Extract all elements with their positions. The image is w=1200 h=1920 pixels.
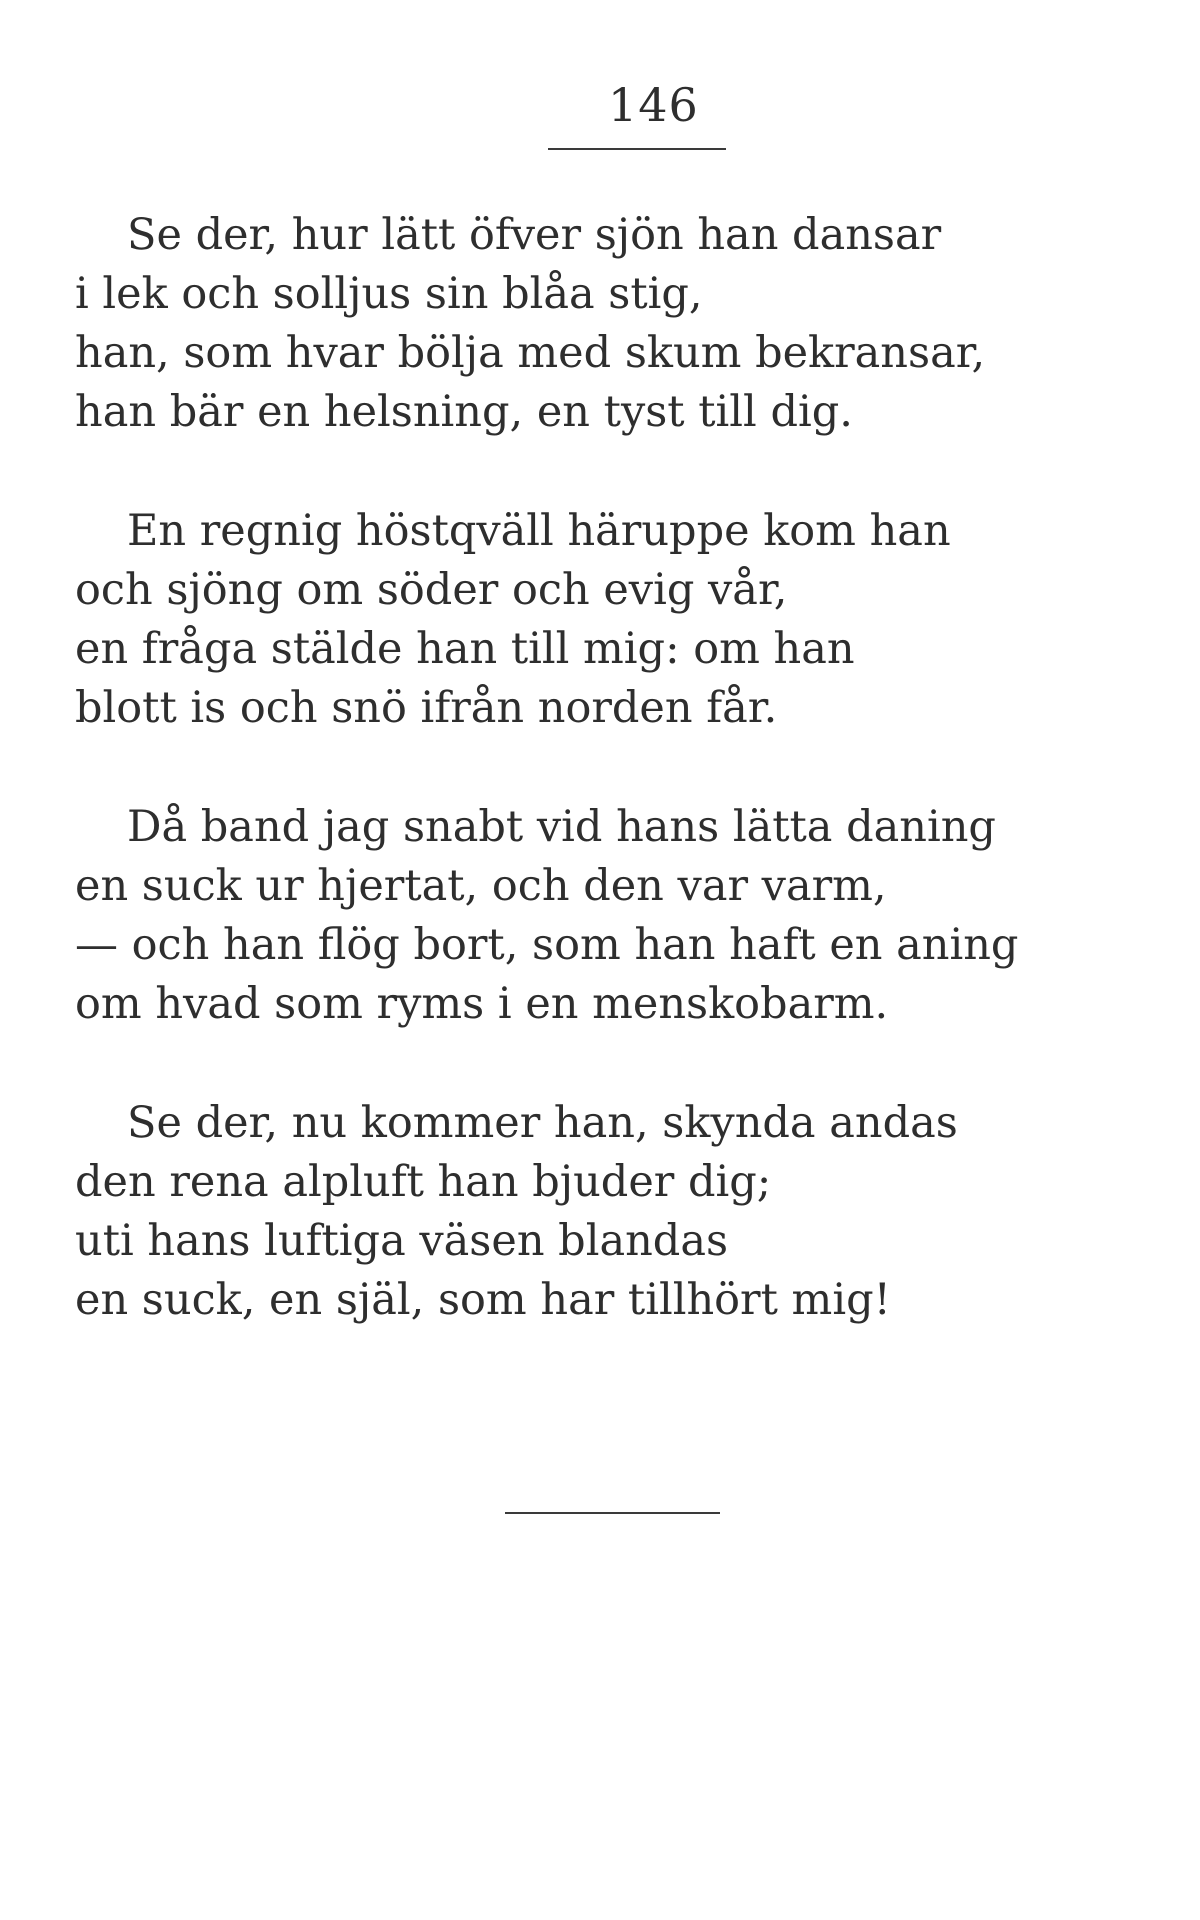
- stanza-4: [75, 1094, 1135, 1330]
- poem-line: uti hans luftiga väsen blandas: [75, 1216, 729, 1266]
- poem-line: om hvad som ryms i en menskobarm.: [75, 979, 889, 1029]
- poem-line: och sjöng om söder och evig vår,: [75, 565, 788, 615]
- poem-line: han, som hvar bölja med skum bekransar,: [75, 328, 986, 378]
- poem-line: Se der, nu kommer han, skynda andas: [127, 1098, 958, 1148]
- poem-line: Då band jag snabt vid hans lätta daning: [127, 802, 996, 852]
- header-rule: [548, 148, 726, 150]
- poem-line: han bär en helsning, en tyst till dig.: [75, 387, 853, 437]
- poem-line: den rena alpluft han bjuder dig;: [75, 1157, 772, 1207]
- poem-line: i lek och solljus sin blåa stig,: [75, 269, 703, 319]
- poem-line: En regnig höstqväll häruppe kom han: [127, 506, 951, 556]
- page-number: 146: [608, 78, 699, 132]
- end-rule: [505, 1512, 720, 1514]
- poem-line: en suck ur hjertat, och den var varm,: [75, 861, 887, 911]
- poem-line: Se der, hur lätt öfver sjön han dansar: [127, 210, 942, 260]
- stanza-1: [75, 206, 1135, 442]
- poem-line: — och han flög bort, som han haft en aning: [75, 920, 1019, 970]
- poem-line: blott is och snö ifrån norden får.: [75, 683, 778, 733]
- stanza-2: [75, 502, 1135, 738]
- poem-line: en suck, en själ, som har tillhört mig!: [75, 1275, 891, 1325]
- poem: [75, 206, 1135, 1390]
- stanza-3: [75, 798, 1135, 1034]
- poem-line: en fråga stälde han till mig: om han: [75, 624, 855, 674]
